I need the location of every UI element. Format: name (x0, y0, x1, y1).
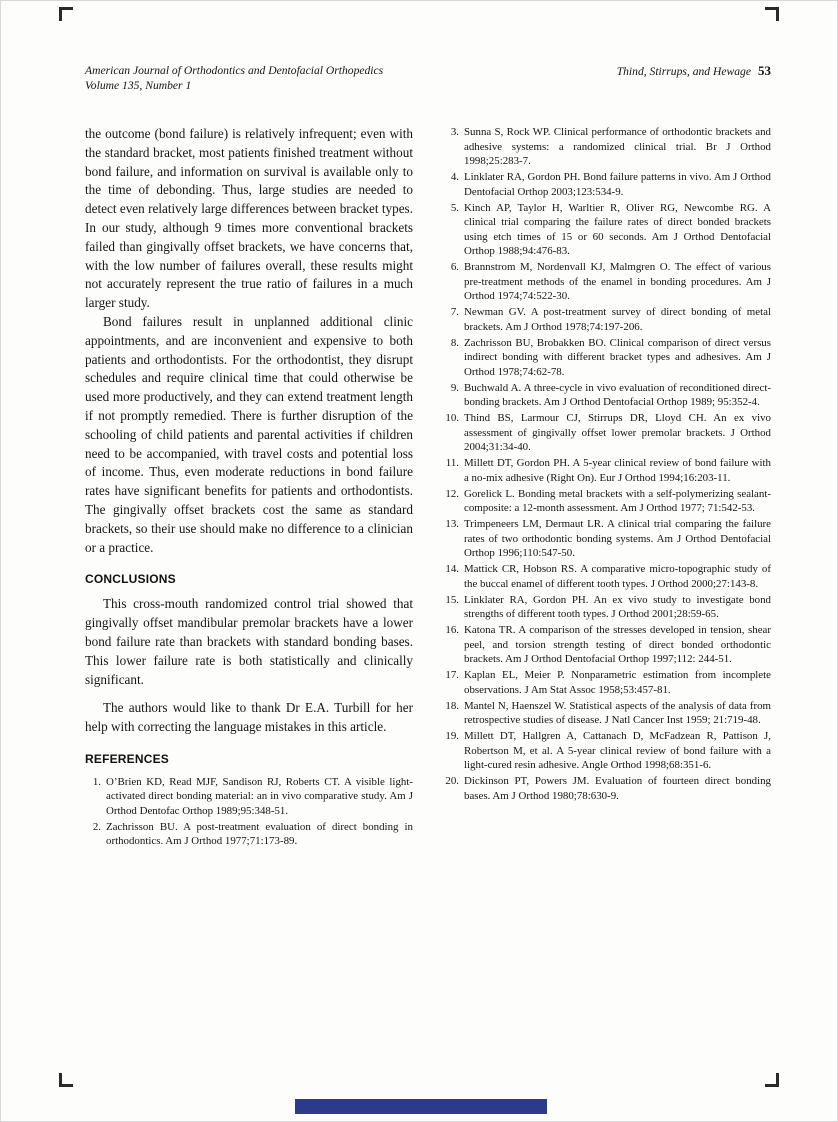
reference-item (443, 170, 771, 199)
reference-text: Linklater RA, Gordon PH. Bond failure patterns in vivo. Am J Orthod Dentofacial Orthop 2003;123:534-9. (464, 171, 771, 198)
paragraph: the outcome (bond failure) is relatively infrequent; even with the standard bracket, most patients finished treatment without bond failure, and information on survival is available only to the time of debonding. Thus, large studies are needed to detect even relatively large differences between bracket types. In our study, although 9 times more conventional brackets failed than gingivally offset brackets, we have concerns that, with the low number of failures overall, these results might not accurately represent the true ratio of failures in a much larger study. (85, 126, 413, 311)
reference-item (443, 381, 771, 410)
bottom-color-bar (295, 1099, 547, 1114)
left-column (85, 125, 413, 850)
reference-text: Zachrisson BU. A post-treatment evaluation of direct bonding in orthodontics. Am J Orthod 1977;71:173-89. (106, 820, 413, 848)
reference-item (85, 775, 413, 819)
reference-item (443, 699, 771, 728)
reference-text: Mattick CR, Hobson RS. A comparative micro-topographic study of the buccal enamel of different tooth types. J Orthod 2000;27:143-8. (464, 563, 771, 590)
reference-item (85, 820, 413, 849)
reference-item (443, 668, 771, 697)
reference-number: 11. (445, 457, 459, 469)
reference-text: Zachrisson BU, Brobakken BO. Clinical comparison of direct versus indirect bonding with different bracket types and adhesives. Am J Orthod 1978;74:62-78. (464, 336, 771, 378)
reference-text: Thind BS, Larmour CJ, Stirrups DR, Lloyd CH. An ex vivo assessment of gingivally offset lower premolar brackets. J Orthod 2004;31:34-40. (464, 412, 771, 453)
reference-list-right (443, 125, 771, 803)
reference-item (443, 593, 771, 622)
reference-number: 17. (445, 669, 459, 681)
journal-name: American Journal of Orthodontics and Dentofacial Orthopedics (85, 64, 384, 77)
reference-item (443, 729, 771, 773)
reference-item (443, 336, 771, 380)
reference-text: Dickinson PT, Powers JM. Evaluation of fourteen direct bonding bases. Am J Orthod 1980;78:630-9. (464, 775, 771, 802)
crop-mark-top-left (59, 7, 73, 21)
reference-item (443, 456, 771, 485)
reference-number: 8. (450, 336, 459, 349)
two-column-body (85, 125, 771, 850)
reference-number: 12. (445, 487, 459, 500)
reference-number: 6. (450, 261, 459, 273)
crop-mark-bottom-left (59, 1073, 73, 1087)
reference-number: 5. (450, 201, 459, 214)
journal-identification (85, 63, 383, 93)
paragraph: Bond failures result in unplanned additional clinic appointments, and are inconvenient and expensive to both patients and orthodontists. For the orthodontist, they disrupt schedules and require clinical time that could otherwise be used more productively, and they can extend treatment length if not promptly remedied. There is further disruption of the schooling of child patients and parental activities if children need to be accompanied, with travel costs and potential loss of income. Thus, even moderate reductions in bond failure rates have significant benefits for patients and orthodontists. The gingivally offset brackets cost the same as standard brackets, so their use should make no difference to a clinician or a practice. (85, 313, 413, 555)
reference-item (443, 562, 771, 591)
reference-text: Katona TR. A comparison of the stresses developed in tension, shear peel, and torsion strength testing of direct bonded orthodontic brackets. Am J Orthod Dentofacial Orthop 1997;112: 244-51. (464, 624, 771, 665)
reference-number: 15. (445, 593, 459, 606)
reference-text: Trimpeneers LM, Dermaut LR. A clinical trial comparing the failure rates of two orthodontic bonding systems. Am J Orthod Dentofacial Orthop 1996;110:547-50. (464, 518, 771, 559)
paragraph: The authors would like to thank Dr E.A. Turbill for her help with correcting the language mistakes in this article. (85, 700, 413, 735)
reference-text: Millett DT, Hallgren A, Cattanach D, McFadzean R, Pattison J, Robertson M, et al. A 5-year clinical review of bond failure with a light-cured resin adhesive. Angle Orthod 1998;68:351-6. (464, 730, 771, 771)
reference-text: Linklater RA, Gordon PH. An ex vivo study to investigate bond strengths of different tooth types. J Orthod 2001;28:59-65. (464, 593, 771, 620)
running-head (85, 63, 771, 93)
running-authors: Thind, Stirrups, and Hewage (616, 65, 751, 78)
reference-item (443, 201, 771, 259)
reference-item (443, 411, 771, 455)
reference-number: 19. (445, 730, 459, 742)
reference-number: 1. (92, 775, 101, 788)
reference-item (443, 260, 771, 304)
reference-list-left (85, 775, 413, 849)
reference-text: Millett DT, Gordon PH. A 5-year clinical review of bond failure with a no-mix adhesive (Right On). Eur J Orthod 1994;16:203-11. (464, 457, 771, 484)
reference-text: Buchwald A. A three-cycle in vivo evaluation of reconditioned direct-bonding brackets. Am J Orthod Dentofacial Orthop 1989; 95:352-4. (464, 381, 771, 408)
reference-item (443, 487, 771, 516)
reference-number: 2. (92, 820, 101, 833)
reference-text: Newman GV. A post-treatment survey of direct bonding of metal brackets. Am J Orthod 1978;74:197-206. (464, 306, 771, 333)
reference-number: 16. (445, 624, 459, 636)
reference-number: 18. (445, 699, 459, 712)
reference-text: Kaplan EL, Meier P. Nonparametric estimation from incomplete observations. J Am Stat Assoc 1958;53:457-81. (464, 669, 771, 696)
reference-item (443, 517, 771, 561)
reference-text: Sunna S, Rock WP. Clinical performance of orthodontic brackets and adhesive systems: a randomized clinical trial. Br J Orthod 1998;25:283-7. (464, 126, 771, 167)
paragraph: This cross-mouth randomized control trial showed that gingivally offset mandibular premolar brackets have a lower bond failure rate than brackets with standard bonding bases. This lower failure rate is both statistically and clinically significant. (85, 596, 413, 687)
reference-number: 20. (445, 775, 459, 787)
right-column (443, 125, 771, 850)
crop-mark-top-right (765, 7, 779, 21)
reference-text: O’Brien KD, Read MJF, Sandison RJ, Roberts CT. A visible light-activated direct bonding material: an in vivo comparative study. Am J Orthod Dentofac Orthop 1989;95:348-51. (106, 775, 413, 817)
conclusions-heading: CONCLUSIONS (85, 572, 176, 587)
reference-text: Mantel N, Haenszel W. Statistical aspects of the analysis of data from retrospective studies of disease. J Natl Cancer Inst 1959; 21:719-48. (464, 699, 771, 726)
reference-item (443, 305, 771, 334)
reference-text: Kinch AP, Taylor H, Warltier R, Oliver RG, Newcombe RG. A clinical trial comparing the failure rates of direct bonded brackets using etch times of 15 or 60 seconds. Am J Orthod Dentofacial Orthop 1988;94:476-83. (464, 201, 771, 257)
page-number: 53 (758, 63, 771, 78)
reference-item (443, 774, 771, 803)
reference-number: 10. (445, 412, 459, 424)
reference-number: 3. (450, 126, 459, 138)
references-heading: REFERENCES (85, 751, 170, 766)
reference-number: 13. (445, 518, 459, 530)
reference-text: Gorelick L. Bonding metal brackets with a self-polymerizing sealant-composite: a 12-month assessment. Am J Orthod 1977; 71:542-53. (464, 487, 771, 514)
volume-line: Volume 135, Number 1 (85, 79, 192, 92)
reference-number: 7. (450, 306, 459, 318)
reference-number: 4. (450, 171, 459, 183)
reference-text: Brannstrom M, Nordenvall KJ, Malmgren O. The effect of various pre-treatment methods of the enamel in bonding procedures. Am J Orthod 1974;74:522-30. (464, 261, 771, 302)
reference-number: 14. (445, 563, 459, 575)
crop-mark-bottom-right (765, 1073, 779, 1087)
reference-item (443, 125, 771, 169)
reference-number: 9. (450, 381, 459, 394)
running-head-right (617, 63, 771, 79)
reference-item (443, 623, 771, 667)
